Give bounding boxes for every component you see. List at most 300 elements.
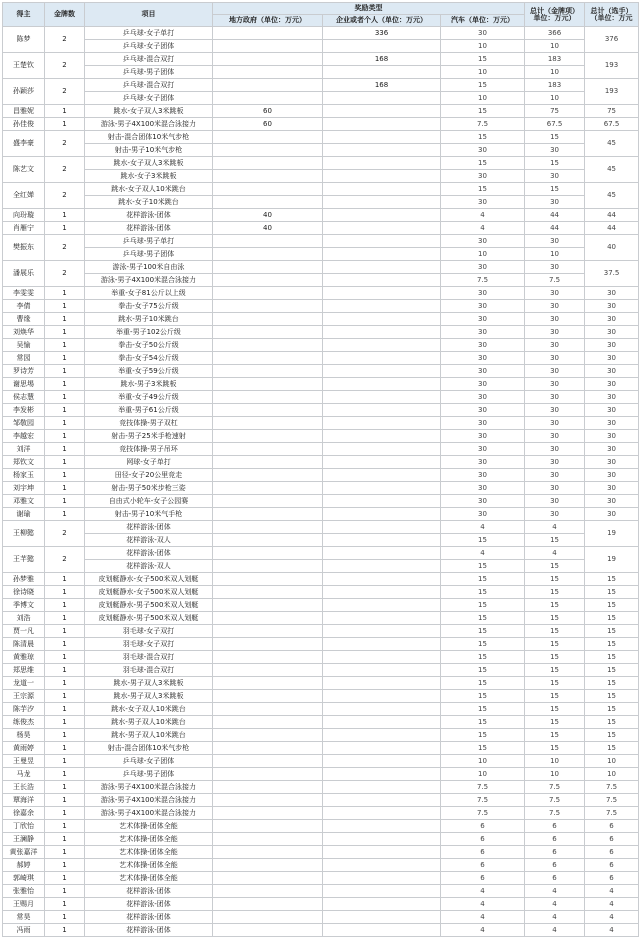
player-total-cell: 15 <box>585 664 639 677</box>
enterprise-award-cell <box>323 820 441 833</box>
table-row <box>3 534 639 547</box>
award-table <box>2 2 639 937</box>
athlete-name: 郝婷 <box>3 859 45 872</box>
car-award-cell: 10 <box>441 40 525 53</box>
medal-total-cell: 15 <box>525 157 585 170</box>
car-award-cell: 7.5 <box>441 794 525 807</box>
gov-award-cell <box>213 495 323 508</box>
athlete-name: 陈芋汐 <box>3 703 45 716</box>
player-total-cell: 193 <box>585 79 639 105</box>
gov-award-cell <box>213 157 323 170</box>
medal-total-cell: 30 <box>525 313 585 326</box>
car-award-cell: 10 <box>441 66 525 79</box>
car-award-cell: 7.5 <box>441 781 525 794</box>
car-award-cell: 30 <box>441 339 525 352</box>
gov-award-cell <box>213 170 323 183</box>
enterprise-award-cell <box>323 495 441 508</box>
enterprise-award-cell <box>323 131 441 144</box>
medal-count: 1 <box>45 586 85 599</box>
enterprise-award-cell <box>323 430 441 443</box>
project-cell: 皮划艇静水-男子500米双人划艇 <box>85 599 213 612</box>
project-cell: 皮划艇静水-男子500米双人划艇 <box>85 612 213 625</box>
project-cell: 乒乓球-男子单打 <box>85 235 213 248</box>
project-cell: 举重-女子81公斤以上级 <box>85 287 213 300</box>
car-award-cell: 15 <box>441 560 525 573</box>
table-row <box>3 105 639 118</box>
project-cell: 拳击-女子54公斤级 <box>85 352 213 365</box>
table-row <box>3 391 639 404</box>
header-award-type: 奖励类型 <box>213 3 525 15</box>
project-cell: 艺术体操-团体全能 <box>85 872 213 885</box>
car-award-cell: 15 <box>441 53 525 66</box>
table-row <box>3 274 639 287</box>
project-cell: 花样游泳-团体 <box>85 209 213 222</box>
enterprise-award-cell <box>323 248 441 261</box>
project-cell: 艺术体操-团体全能 <box>85 859 213 872</box>
enterprise-award-cell <box>323 287 441 300</box>
enterprise-award-cell <box>323 339 441 352</box>
enterprise-award-cell <box>323 300 441 313</box>
gov-award-cell <box>213 196 323 209</box>
project-cell: 花样游泳-团体 <box>85 547 213 560</box>
project-cell: 艺术体操-团体全能 <box>85 820 213 833</box>
gov-award-cell <box>213 66 323 79</box>
project-cell: 花样游泳-团体 <box>85 911 213 924</box>
header-total-player-line2: （单位：万元 <box>590 13 633 22</box>
car-award-cell: 4 <box>441 222 525 235</box>
table-row <box>3 612 639 625</box>
header-enterprise: 企业或者个人（单位：万元） <box>323 15 441 27</box>
medal-total-cell: 44 <box>525 222 585 235</box>
athlete-name: 王柳懿 <box>3 521 45 547</box>
table-row <box>3 703 639 716</box>
project-cell: 花样游泳-团体 <box>85 924 213 937</box>
gov-award-cell <box>213 703 323 716</box>
project-cell: 花样游泳-团体 <box>85 521 213 534</box>
enterprise-award-cell: 336 <box>323 27 441 40</box>
athlete-name: 丁欣怡 <box>3 820 45 833</box>
gov-award-cell <box>213 820 323 833</box>
car-award-cell: 10 <box>441 768 525 781</box>
medal-count: 1 <box>45 300 85 313</box>
table-row <box>3 287 639 300</box>
medal-total-cell: 75 <box>525 105 585 118</box>
medal-count: 1 <box>45 612 85 625</box>
table-row <box>3 729 639 742</box>
enterprise-award-cell <box>323 807 441 820</box>
medal-total-cell: 15 <box>525 716 585 729</box>
medal-count: 1 <box>45 703 85 716</box>
project-cell: 游泳-男子4X100米混合泳接力 <box>85 794 213 807</box>
table-row <box>3 456 639 469</box>
project-cell: 网球-女子单打 <box>85 456 213 469</box>
gov-award-cell <box>213 638 323 651</box>
player-total-cell: 30 <box>585 469 639 482</box>
car-award-cell: 30 <box>441 313 525 326</box>
medal-total-cell: 30 <box>525 430 585 443</box>
player-total-cell: 45 <box>585 183 639 209</box>
car-award-cell: 10 <box>441 92 525 105</box>
gov-award-cell <box>213 534 323 547</box>
gov-award-cell: 40 <box>213 209 323 222</box>
medal-count: 1 <box>45 495 85 508</box>
table-row <box>3 794 639 807</box>
medal-count: 1 <box>45 352 85 365</box>
medal-total-cell: 15 <box>525 638 585 651</box>
enterprise-award-cell <box>323 261 441 274</box>
athlete-name: 王赐月 <box>3 898 45 911</box>
medal-total-cell: 183 <box>525 79 585 92</box>
car-award-cell: 6 <box>441 833 525 846</box>
table-row <box>3 404 639 417</box>
medal-total-cell: 30 <box>525 196 585 209</box>
enterprise-award-cell <box>323 456 441 469</box>
table-row <box>3 443 639 456</box>
medal-count: 1 <box>45 924 85 937</box>
medal-total-cell: 10 <box>525 755 585 768</box>
medal-count: 1 <box>45 469 85 482</box>
medal-count: 2 <box>45 27 85 53</box>
medal-total-cell: 30 <box>525 508 585 521</box>
athlete-name: 杨家玉 <box>3 469 45 482</box>
gov-award-cell <box>213 677 323 690</box>
medal-count: 1 <box>45 339 85 352</box>
car-award-cell: 30 <box>441 235 525 248</box>
project-cell: 乒乓球-男子团体 <box>85 768 213 781</box>
athlete-name: 季博文 <box>3 599 45 612</box>
table-row <box>3 53 639 66</box>
table-row <box>3 300 639 313</box>
enterprise-award-cell <box>323 40 441 53</box>
medal-count: 1 <box>45 729 85 742</box>
gov-award-cell <box>213 339 323 352</box>
gov-award-cell <box>213 417 323 430</box>
athlete-name: 黄雅琼 <box>3 651 45 664</box>
medal-total-cell: 10 <box>525 248 585 261</box>
car-award-cell: 30 <box>441 170 525 183</box>
project-cell: 花样游泳-团体 <box>85 898 213 911</box>
project-cell: 羽毛球-女子双打 <box>85 638 213 651</box>
medal-count: 1 <box>45 430 85 443</box>
enterprise-award-cell <box>323 209 441 222</box>
medal-count: 2 <box>45 261 85 287</box>
medal-count: 1 <box>45 638 85 651</box>
project-cell: 跳水-女子双人10米跳台 <box>85 703 213 716</box>
gov-award-cell <box>213 599 323 612</box>
enterprise-award-cell <box>323 885 441 898</box>
player-total-cell: 44 <box>585 209 639 222</box>
enterprise-award-cell <box>323 508 441 521</box>
player-total-cell: 4 <box>585 898 639 911</box>
table-row <box>3 586 639 599</box>
medal-count: 1 <box>45 404 85 417</box>
table-row <box>3 27 639 40</box>
medal-count: 1 <box>45 794 85 807</box>
car-award-cell: 15 <box>441 729 525 742</box>
medal-count: 2 <box>45 131 85 157</box>
medal-total-cell: 15 <box>525 599 585 612</box>
gov-award-cell <box>213 469 323 482</box>
table-row <box>3 911 639 924</box>
medal-total-cell: 44 <box>525 209 585 222</box>
car-award-cell: 7.5 <box>441 807 525 820</box>
enterprise-award-cell <box>323 183 441 196</box>
car-award-cell: 30 <box>441 287 525 300</box>
gov-award-cell <box>213 833 323 846</box>
player-total-cell: 10 <box>585 755 639 768</box>
athlete-name: 王澜静 <box>3 833 45 846</box>
enterprise-award-cell <box>323 66 441 79</box>
car-award-cell: 7.5 <box>441 118 525 131</box>
project-cell: 射击-男子10米气手枪 <box>85 508 213 521</box>
gov-award-cell <box>213 768 323 781</box>
gov-award-cell <box>213 391 323 404</box>
gov-award-cell <box>213 378 323 391</box>
enterprise-award-cell <box>323 547 441 560</box>
athlete-name: 郑思维 <box>3 664 45 677</box>
medal-total-cell: 15 <box>525 651 585 664</box>
gov-award-cell <box>213 729 323 742</box>
header-winner: 得主 <box>3 3 45 27</box>
enterprise-award-cell <box>323 170 441 183</box>
enterprise-award-cell <box>323 742 441 755</box>
enterprise-award-cell <box>323 625 441 638</box>
table-row <box>3 521 639 534</box>
car-award-cell: 10 <box>441 755 525 768</box>
medal-count: 1 <box>45 365 85 378</box>
project-cell: 射击-男子50米步枪三姿 <box>85 482 213 495</box>
medal-count: 1 <box>45 872 85 885</box>
car-award-cell: 30 <box>441 378 525 391</box>
athlete-name: 龙道一 <box>3 677 45 690</box>
medal-total-cell: 30 <box>525 456 585 469</box>
medal-total-cell: 30 <box>525 235 585 248</box>
medal-total-cell: 6 <box>525 846 585 859</box>
car-award-cell: 30 <box>441 404 525 417</box>
medal-count: 1 <box>45 625 85 638</box>
project-cell: 游泳-男子4X100米混合泳接力 <box>85 807 213 820</box>
medal-total-cell: 4 <box>525 547 585 560</box>
table-row <box>3 92 639 105</box>
project-cell: 跳水-男子10米跳台 <box>85 313 213 326</box>
enterprise-award-cell <box>323 859 441 872</box>
medal-total-cell: 10 <box>525 768 585 781</box>
header-total-medal-line1: 总计（金牌项） <box>530 6 580 15</box>
car-award-cell: 4 <box>441 209 525 222</box>
car-award-cell: 30 <box>441 430 525 443</box>
medal-total-cell: 15 <box>525 729 585 742</box>
table-row <box>3 157 639 170</box>
medal-count: 1 <box>45 677 85 690</box>
athlete-name: 李发彬 <box>3 404 45 417</box>
table-row <box>3 599 639 612</box>
medal-count: 2 <box>45 53 85 79</box>
medal-total-cell: 30 <box>525 404 585 417</box>
medal-count: 1 <box>45 209 85 222</box>
enterprise-award-cell <box>323 521 441 534</box>
player-total-cell: 19 <box>585 547 639 573</box>
player-total-cell: 30 <box>585 378 639 391</box>
player-total-cell: 6 <box>585 872 639 885</box>
table-row <box>3 79 639 92</box>
player-total-cell: 37.5 <box>585 261 639 287</box>
car-award-cell: 30 <box>441 417 525 430</box>
gov-award-cell <box>213 560 323 573</box>
player-total-cell: 30 <box>585 417 639 430</box>
car-award-cell: 6 <box>441 859 525 872</box>
gov-award-cell <box>213 885 323 898</box>
medal-total-cell: 30 <box>525 495 585 508</box>
enterprise-award-cell <box>323 352 441 365</box>
medal-count: 1 <box>45 664 85 677</box>
table-row <box>3 495 639 508</box>
gov-award-cell <box>213 261 323 274</box>
project-cell: 跳水-女子双人3米跳板 <box>85 105 213 118</box>
header-medals: 金牌数 <box>45 3 85 27</box>
car-award-cell: 15 <box>441 105 525 118</box>
car-award-cell: 4 <box>441 911 525 924</box>
athlete-name: 李倩 <box>3 300 45 313</box>
project-cell: 跳水-女子双人10米跳台 <box>85 183 213 196</box>
header-total-medal <box>525 3 585 27</box>
car-award-cell: 30 <box>441 456 525 469</box>
medal-count: 1 <box>45 573 85 586</box>
enterprise-award-cell <box>323 846 441 859</box>
medal-count: 2 <box>45 157 85 183</box>
project-cell: 乒乓球-男子团体 <box>85 66 213 79</box>
athlete-name: 王宗源 <box>3 690 45 703</box>
player-total-cell: 15 <box>585 612 639 625</box>
gov-award-cell <box>213 625 323 638</box>
gov-award-cell <box>213 326 323 339</box>
table-row <box>3 339 639 352</box>
gov-award-cell <box>213 235 323 248</box>
table-row <box>3 196 639 209</box>
medal-count: 2 <box>45 547 85 573</box>
project-cell: 游泳-男子4X100米混合泳接力 <box>85 118 213 131</box>
athlete-name: 李雯雯 <box>3 287 45 300</box>
player-total-cell: 15 <box>585 651 639 664</box>
athlete-name: 徐诗晓 <box>3 586 45 599</box>
car-award-cell: 30 <box>441 365 525 378</box>
medal-total-cell: 15 <box>525 534 585 547</box>
project-cell: 跳水-男子双人10米跳台 <box>85 716 213 729</box>
table-row <box>3 482 639 495</box>
medal-count: 2 <box>45 183 85 209</box>
enterprise-award-cell <box>323 638 441 651</box>
project-cell: 花样游泳-双人 <box>85 534 213 547</box>
table-row <box>3 716 639 729</box>
medal-total-cell: 7.5 <box>525 794 585 807</box>
medal-count: 1 <box>45 391 85 404</box>
player-total-cell: 6 <box>585 846 639 859</box>
gov-award-cell: 60 <box>213 118 323 131</box>
athlete-name: 杨昊 <box>3 729 45 742</box>
car-award-cell: 4 <box>441 924 525 937</box>
table-row <box>3 781 639 794</box>
table-row <box>3 742 639 755</box>
player-total-cell: 6 <box>585 820 639 833</box>
project-cell: 竞技体操-男子双杠 <box>85 417 213 430</box>
medal-total-cell: 30 <box>525 287 585 300</box>
table-row <box>3 508 639 521</box>
enterprise-award-cell <box>323 417 441 430</box>
medal-total-cell: 15 <box>525 131 585 144</box>
enterprise-award-cell <box>323 118 441 131</box>
car-award-cell: 15 <box>441 716 525 729</box>
enterprise-award-cell <box>323 469 441 482</box>
athlete-name: 练俊杰 <box>3 716 45 729</box>
player-total-cell: 45 <box>585 131 639 157</box>
table-row <box>3 222 639 235</box>
medal-total-cell: 30 <box>525 339 585 352</box>
project-cell: 羽毛球-混合双打 <box>85 651 213 664</box>
table-row <box>3 469 639 482</box>
medal-count: 1 <box>45 768 85 781</box>
gov-award-cell <box>213 352 323 365</box>
athlete-name: 黄张嘉洋 <box>3 846 45 859</box>
medal-count: 1 <box>45 326 85 339</box>
table-row <box>3 573 639 586</box>
car-award-cell: 15 <box>441 703 525 716</box>
athlete-name: 刘宇坤 <box>3 482 45 495</box>
car-award-cell: 30 <box>441 261 525 274</box>
player-total-cell: 4 <box>585 885 639 898</box>
medal-total-cell: 10 <box>525 92 585 105</box>
medal-count: 1 <box>45 742 85 755</box>
project-cell: 乒乓球-女子团体 <box>85 92 213 105</box>
gov-award-cell <box>213 79 323 92</box>
car-award-cell: 15 <box>441 157 525 170</box>
car-award-cell: 15 <box>441 625 525 638</box>
gov-award-cell <box>213 430 323 443</box>
gov-award-cell <box>213 547 323 560</box>
table-row <box>3 677 639 690</box>
athlete-name: 谢瑜 <box>3 508 45 521</box>
medal-total-cell: 15 <box>525 586 585 599</box>
gov-award-cell <box>213 287 323 300</box>
enterprise-award-cell: 168 <box>323 53 441 66</box>
medal-total-cell: 30 <box>525 300 585 313</box>
medal-total-cell: 15 <box>525 625 585 638</box>
car-award-cell: 4 <box>441 521 525 534</box>
car-award-cell: 30 <box>441 352 525 365</box>
car-award-cell: 15 <box>441 742 525 755</box>
medal-count: 1 <box>45 833 85 846</box>
table-row <box>3 66 639 79</box>
medal-total-cell: 15 <box>525 573 585 586</box>
gov-award-cell <box>213 794 323 807</box>
medal-total-cell: 4 <box>525 885 585 898</box>
gov-award-cell <box>213 27 323 40</box>
gov-award-cell: 40 <box>213 222 323 235</box>
project-cell: 举重-男子61公斤级 <box>85 404 213 417</box>
project-cell: 拳击-女子50公斤级 <box>85 339 213 352</box>
medal-count: 1 <box>45 456 85 469</box>
athlete-name: 吴愉 <box>3 339 45 352</box>
medal-count: 2 <box>45 521 85 547</box>
table-row <box>3 859 639 872</box>
gov-award-cell <box>213 898 323 911</box>
project-cell: 拳击-女子75公斤级 <box>85 300 213 313</box>
car-award-cell: 30 <box>441 443 525 456</box>
enterprise-award-cell <box>323 755 441 768</box>
player-total-cell: 30 <box>585 495 639 508</box>
table-row <box>3 638 639 651</box>
gov-award-cell <box>213 911 323 924</box>
car-award-cell: 30 <box>441 144 525 157</box>
project-cell: 跳水-女子3米跳板 <box>85 170 213 183</box>
